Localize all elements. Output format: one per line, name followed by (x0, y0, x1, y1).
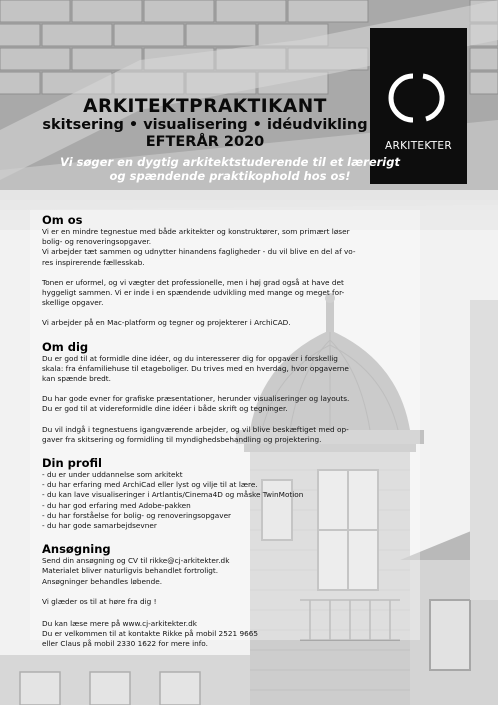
text-line: Du kan læse mere på www.cj-arkitekter.dk (42, 619, 197, 629)
paragraph (42, 394, 442, 414)
text-line: Send din ansøgning og CV til rikke@cj-arkitekter.dk (42, 556, 230, 566)
poster-body (42, 213, 442, 650)
contact-paragraph (42, 619, 442, 650)
paragraph (42, 354, 442, 385)
text-line: Du er god til at videreformidle dine idéer i både skrift og tegninger. (42, 404, 288, 414)
text-line: hyggeligt sammen. Vi er inde i en spændende udvikling med mange og meget for- (42, 288, 345, 298)
text-line: gaver fra skitsering og formidling til myndighedsbehandling og projektering. (42, 434, 322, 444)
paragraph (42, 425, 442, 445)
text-line: Vi er en mindre tegnestue med både arkitekter og konstruktører, som primært løser (42, 227, 350, 236)
list-item: - du har gode samarbejdsevner (42, 521, 157, 531)
cj-logo-mark-icon (388, 68, 448, 128)
tagline-line: Vi søger en dygtig arkitektstuderende til et lærerigt (60, 155, 400, 169)
text-line: Du er god til at formidle dine idéer, og du interesserer dig for opgaver i forskellig (42, 353, 338, 363)
profile-list (42, 470, 442, 531)
poster-tagline (40, 155, 420, 183)
poster-subtitle: skitsering • visualisering • idéudvikling (42, 117, 368, 133)
text-line: bolig- og renoveringsopgaver. (42, 237, 152, 247)
section-heading-om-dig: Om dig (42, 339, 89, 354)
tagline-line: og spændende praktikophold hos os! (109, 169, 351, 183)
list-item: - du har forståelse for bolig- og renoveringsopgaver (42, 510, 232, 520)
section-heading-din-profil: Din profil (42, 456, 102, 471)
paragraph (42, 597, 442, 607)
paragraph (42, 227, 442, 268)
logo-text: ARKITEKTER (385, 140, 452, 152)
text-line: Ansøgninger behandles løbende. (42, 576, 163, 586)
paragraph (42, 318, 442, 328)
paragraph (42, 278, 442, 309)
poster-period: EFTERÅR 2020 (145, 134, 265, 150)
poster-title: ARKITEKTPRAKTIKANT (83, 96, 327, 117)
text-line: skellige opgaver. (42, 298, 104, 308)
list-item: - du er under uddannelse som arkitekt (42, 470, 183, 480)
text-line: Du er velkommen til at kontakte Rikke på mobil 2521 9665 (42, 629, 259, 639)
section-heading-ansoegning: Ansøgning (42, 542, 111, 557)
text-line: kan spænde bredt. (42, 374, 111, 384)
section-heading-om-os: Om os (42, 213, 83, 227)
list-item: - du kan lave visualiseringer i Artlantis/Cinema4D og måske TwinMotion (42, 490, 304, 500)
text-line: Du har gode evner for grafiske præsentationer, herunder visualiseringer og layouts. (42, 394, 350, 404)
text-line: Vi glæder os til at høre fra dig ! (42, 596, 157, 606)
paragraph (42, 556, 442, 587)
text-line: skala: fra énfamiliehuse til etageboliger. Du trives med en hverdag, hvor opgaverne (42, 363, 349, 373)
list-item: - du har god erfaring med Adobe-pakken (42, 500, 191, 510)
text-line: Du vil indgå i tegnestuens igangværende arbejder, og vil blive beskæftiget med op- (42, 424, 349, 434)
text-line: Vi arbejder på en Mac-platform og tegner og projekterer i ArchiCAD. (42, 318, 291, 328)
text-line: Tonen er uformel, og vi vægter det professionelle, men i høj grad også at have det (42, 277, 344, 287)
list-item: - du har erfaring med ArchiCad eller lyst og vilje til at lære. (42, 480, 258, 490)
text-line: Materialet bliver naturligvis behandlet fortroligt. (42, 566, 219, 576)
text-line: eller Claus på mobil 2330 1622 for mere info. (42, 639, 208, 649)
text-line: Vi arbejder tæt sammen og udnytter hinandens fagligheder - du vil blive en del af vo- (42, 247, 356, 257)
text-line: res inspirerende fællesskab. (42, 257, 145, 267)
